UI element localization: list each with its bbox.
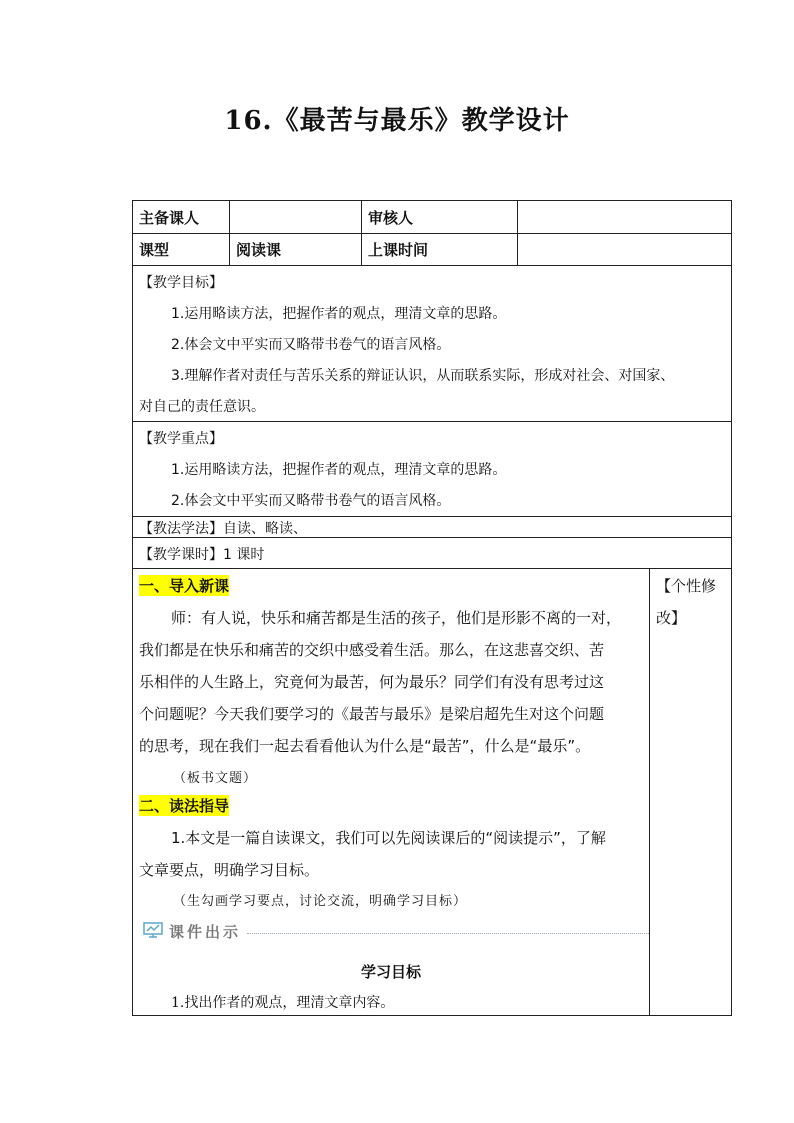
value-class-time	[518, 234, 731, 265]
methods-row	[133, 517, 731, 538]
personal-revision-column	[649, 569, 731, 1015]
section1-line: 乐相伴的人生路上，究竟何为最苦，何为最乐？同学们有没有思考过这	[139, 673, 605, 691]
goal-item: 1.运用略读方法，把握作者的观点，理清文章的思路。	[171, 306, 507, 322]
goal-item-continued: 对自己的责任意识。	[139, 399, 265, 415]
label-class-time: 上课时间	[362, 234, 518, 265]
section2-line: 1.本文是一篇自读课文，我们可以先阅读课后的“阅读提示”，了解	[171, 829, 606, 847]
courseware-banner	[143, 921, 649, 942]
courseware-subtitle: 学习目标	[360, 963, 421, 981]
period-text: 【教学课时】1 课时	[139, 547, 265, 563]
page-title: 16.《最苦与最乐》教学设计	[224, 106, 570, 136]
goal-item: 3.理解作者对责任与苦乐关系的辩证认识，从而联系实际，形成对社会、对国家、	[171, 368, 675, 384]
presentation-icon	[143, 922, 163, 942]
key-point-item: 2.体会文中平实而又略带书卷气的语言风格。	[171, 493, 451, 509]
label-lesson-type: 课型	[133, 234, 230, 265]
section1-note: （板书文题）	[173, 771, 258, 786]
label-preparer: 主备课人	[133, 201, 230, 233]
section1-line: 师：有人说，快乐和痛苦都是生活的孩子，他们是形影不离的一对，	[171, 609, 622, 627]
section2-note: （生勾画学习要点，讨论交流，明确学习目标）	[173, 894, 468, 909]
side-note-line: 改】	[656, 609, 687, 627]
section1-heading: 一、导入新课	[139, 577, 230, 595]
section2-line: 文章要点，明确学习目标。	[139, 861, 320, 879]
courseware-item: 1.找出作者的观点，理清文章内容。	[171, 995, 395, 1011]
key-points-heading: 【教学重点】	[139, 431, 223, 447]
key-points-block	[133, 422, 731, 517]
methods-text: 【教法学法】自读、略读、	[139, 521, 307, 537]
label-reviewer: 审核人	[362, 201, 518, 233]
info-row-2	[133, 234, 731, 266]
lesson-plan-table	[132, 200, 732, 1016]
section2-heading: 二、读法指导	[139, 797, 230, 815]
period-row	[133, 538, 731, 569]
side-note-line: 【个性修	[656, 577, 717, 595]
key-point-item: 1.运用略读方法，把握作者的观点，理清文章的思路。	[171, 462, 507, 478]
teaching-goals-block	[133, 266, 731, 422]
courseware-label: 课件出示	[169, 923, 242, 941]
value-lesson-type: 阅读课	[230, 234, 362, 265]
value-reviewer	[518, 201, 731, 233]
lesson-procedure	[133, 569, 649, 1015]
goal-item: 2.体会文中平实而又略带书卷气的语言风格。	[171, 337, 451, 353]
value-preparer	[230, 201, 362, 233]
info-row-1	[133, 201, 731, 234]
section1-line: 我们都是在快乐和痛苦的交织中感受着生活。那么，在这悲喜交织、苦	[139, 641, 605, 659]
section1-line: 的思考，现在我们一起去看看他认为什么是“最苦”，什么是“最乐”。	[139, 737, 591, 755]
section1-line: 个问题呢？今天我们要学习的《最苦与最乐》是梁启超先生对这个问题	[139, 705, 605, 723]
goals-heading: 【教学目标】	[139, 275, 223, 291]
courseware-divider	[247, 933, 649, 934]
